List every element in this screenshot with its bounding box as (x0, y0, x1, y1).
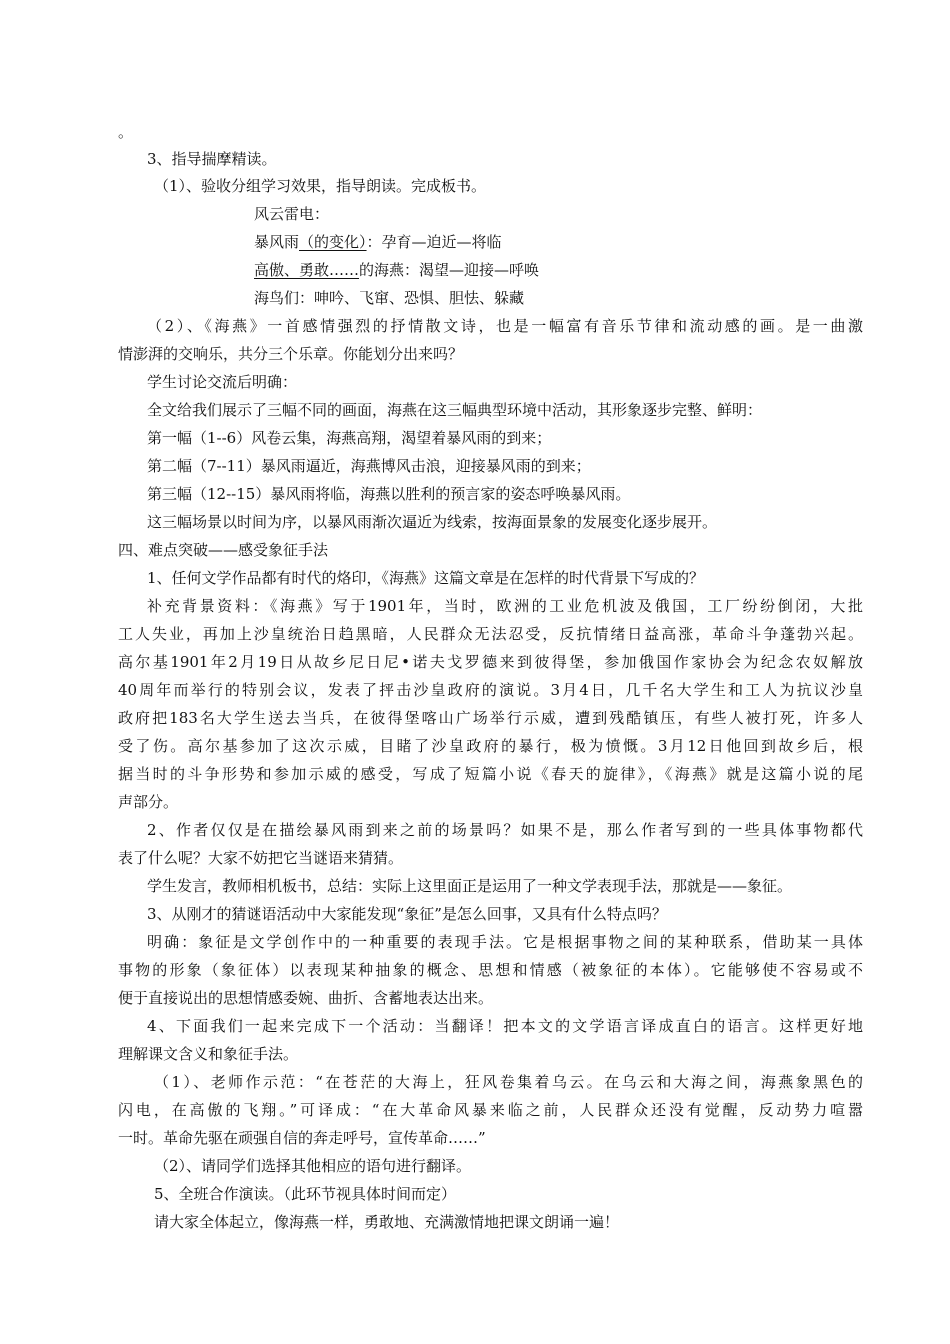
text-line: 5、全班合作演读。（此环节视具体时间而定） (154, 1185, 457, 1203)
text-line: 。 (118, 123, 134, 141)
text-line: 补充背景资料：《海燕》写于1901年，当时，欧洲的工业危机波及俄国，工厂纷纷倒闭，大批 (147, 597, 863, 615)
text-line: （2）、请同学们选择其他相应的语句进行翻译。 (154, 1157, 472, 1175)
board-line (254, 256, 863, 284)
section-heading: 四、难点突破——感受象征手法 (118, 541, 329, 559)
text-line: 据当时的斗争形势和参加示威的感受，写成了短篇小说《春天的旋律》，《海燕》就是这篇小说的尾 (118, 765, 863, 783)
underlined-term: 高傲、勇敢…… (254, 261, 360, 279)
text-line: 高尔基1901年2月19日从故乡尼日尼•诺夫戈罗德来到彼得堡，参加俄国作家协会为纪念农奴解放 (118, 653, 863, 671)
text-line: 便于直接说出的思想情感委婉、曲折、含蓄地表达出来。 (118, 989, 494, 1007)
board-line (254, 228, 863, 256)
text-line: 学生讨论交流后明确： (147, 373, 298, 391)
text-line: 学生发言，教师相机板书，总结：实际上这里面正是运用了一种文学表现手法，那就是——象征。 (147, 877, 793, 895)
section-heading: 3、指导揣摩精读。 (147, 150, 277, 168)
text-line: 声部分。 (118, 793, 179, 811)
board-line: 风云雷电： (254, 205, 330, 223)
text-line: 这三幅场景以时间为序，以暴风雨渐次逼近为线索，按海面景象的发展变化逐步展开。 (147, 513, 718, 531)
text-line: 请大家全体起立，像海燕一样，勇敢地、充满激情地把课文朗诵一遍！ (154, 1213, 620, 1231)
board-detail: 的海燕：渴望—迎接—呼唤 (359, 261, 540, 279)
text-line: （1）、验收分组学习效果，指导朗读。完成板书。 (154, 177, 487, 195)
text-line: （1）、老师作示范：“在苍茫的大海上，狂风卷集着乌云。在乌云和大海之间，海燕象黑色的 (154, 1073, 863, 1091)
text-line: 全文给我们展示了三幅不同的画面，海燕在这三幅典型环境中活动，其形象逐步完整、鲜明： (147, 401, 763, 419)
text-line: 受了伤。高尔基参加了这次示威，目睹了沙皇政府的暴行，极为愤慨。3月12日他回到故乡后，根 (118, 737, 863, 755)
text-line: 事物的形象（象征体）以表现某种抽象的概念、思想和情感（被象征的本体）。它能够使不容易或不 (118, 961, 863, 979)
text-line: 一时。革命先驱在顽强自信的奔走呼号，宣传革命……” (118, 1129, 486, 1147)
text-line: 表了什么呢？大家不妨把它当谜语来猜猜。 (118, 849, 404, 867)
text-line: 1、任何文学作品都有时代的烙印，《海燕》这篇文章是在怎样的时代背景下写成的？ (147, 569, 705, 587)
text-line: 情澎湃的交响乐，共分三个乐章。你能划分出来吗？ (118, 345, 464, 363)
text-line: 政府把183名大学生送去当兵，在彼得堡喀山广场举行示威，遭到残酷镇压，有些人被打死，许多人 (118, 709, 863, 727)
text-line: 第二幅（7--11）暴风雨逼近，海燕博风击浪，迎接暴风雨的到来； (147, 457, 591, 475)
text-line: 工人失业，再加上沙皇统治日趋黑暗，人民群众无法忍受，反抗情绪日益高涨，革命斗争蓬勃兴起。 (118, 625, 863, 643)
board-line: 海鸟们：呻吟、飞窜、恐惧、胆怯、躲藏 (254, 289, 525, 307)
text-line: 明确：象征是文学创作中的一种重要的表现手法。它是根据事物之间的某种联系，借助某一具体 (147, 933, 863, 951)
text-line: 闪电，在高傲的飞翔。”可译成：“在大革命风暴来临之前，人民群众还没有觉醒，反动势力喧嚣 (118, 1101, 863, 1119)
text-line: 40周年而举行的特别会议，发表了抨击沙皇政府的演说。3月4日，几千名大学生和工人为抗议沙皇 (118, 681, 863, 699)
text-line: 4、下面我们一起来完成下一个活动：当翻译！把本文的文学语言译成直白的语言。这样更好地 (147, 1017, 863, 1035)
text-line: 3、从刚才的猜谜语活动中大家能发现“象征”是怎么回事，又具有什么特点吗？ (147, 905, 667, 923)
underlined-term: （的变化） (299, 233, 367, 251)
text-line: （2）、《海燕》一首感情强烈的抒情散文诗，也是一幅富有音乐节律和流动感的画。是一曲激 (147, 317, 863, 335)
text-line: 第三幅（12--15）暴风雨将临，海燕以胜利的预言家的姿态呼唤暴风雨。 (147, 485, 631, 503)
text-line: 第一幅（1--6）风卷云集，海燕高翔，渴望着暴风雨的到来； (147, 429, 552, 447)
board-term: 暴风雨 (254, 233, 300, 251)
text-line: 理解课文含义和象征手法。 (118, 1045, 299, 1063)
board-detail: ：孕育—迫近—将临 (366, 233, 502, 251)
text-line: 2、作者仅仅是在描绘暴风雨到来之前的场景吗？如果不是，那么作者写到的一些具体事物都代 (147, 821, 863, 839)
